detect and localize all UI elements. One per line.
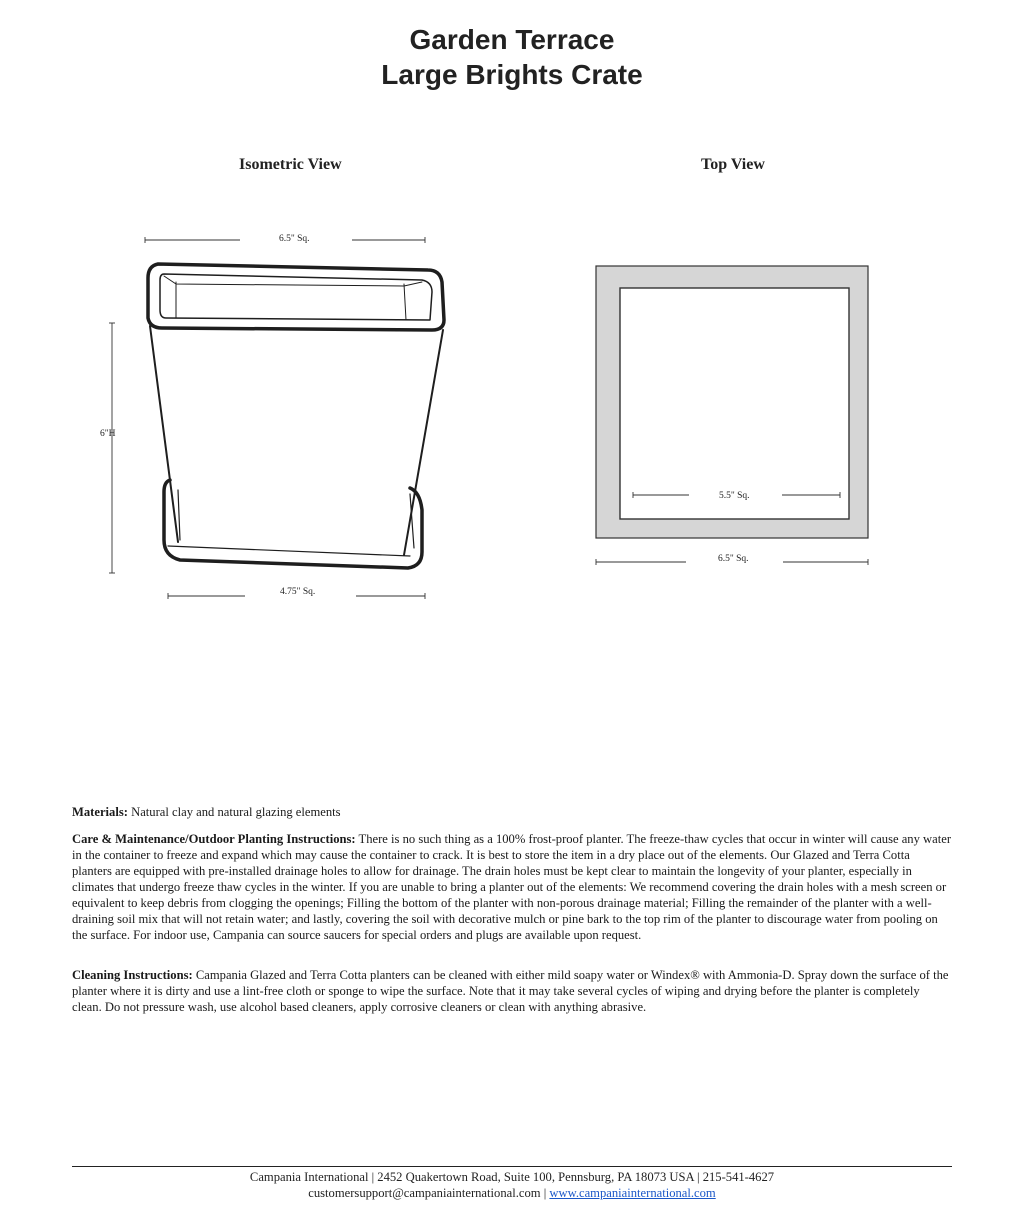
footer-website-link[interactable]: www.campaniainternational.com <box>549 1186 716 1200</box>
footer-divider <box>72 1166 952 1167</box>
title-line-1: Garden Terrace <box>409 24 615 55</box>
top-inner-dimension-label: 5.5" Sq. <box>719 491 750 501</box>
iso-top-dimension-label: 6.5" Sq. <box>279 234 310 244</box>
top-outer-dimension-label: 6.5" Sq. <box>718 554 749 564</box>
iso-base-dimension-label: 4.75" Sq. <box>280 587 316 597</box>
isometric-view-label: Isometric View <box>239 156 342 173</box>
footer-email: customersupport@campaniainternational.com <box>308 1186 541 1200</box>
care-text: There is no such thing as a 100% frost-proof planter. The freeze-thaw cycles that occur in winter will cause any water in the container to freeze and expand which may cause the container to crack. It is best to store the item in a dry place out of the elements. Our Glazed and Terra Cotta planters are equipped with pre-installed drainage holes to allow for drainage. The drain holes must be kept clear to maintain the longevity of your planter, especially in climates that undergo freeze thaw cycles in the winter. If you are unable to bring a planter out of the elements: We recommend covering the drain holes with a mesh screen or equivalent to keep debris from clogging the openings; Filling the bottom of the planter with non-porous drainage material; Filling the remainder of the planter with a well-draining soil mix that will not retain water; and lastly, covering the soil with decorative mulch or pine bark to the top rim of the planter to discourage water from pooling on the surface. For indoor use, Campania can source saucers for special orders and plugs are available upon request. <box>72 832 952 942</box>
care-heading: Care & Maintenance/Outdoor Planting Instructions: <box>72 832 356 846</box>
cleaning-text: Campania Glazed and Terra Cotta planters can be cleaned with either mild soapy water or Windex® with Ammonia-D. Spray down the surface of the planter where it is dirty and use a lint-free cloth or sponge to wipe the surface. Note that it may take several cycles of wiping and drying before the planter is completely clean. Do not pressure wash, use alcohol based cleaners, apply corrosive cleaners or clean with anything abrasive. <box>72 968 949 1014</box>
footer-separator: | <box>543 1186 547 1200</box>
care-section <box>72 831 952 943</box>
cleaning-section <box>72 967 952 1015</box>
footer-address: Campania International | 2452 Quakertown Road, Suite 100, Pennsburg, PA 18073 USA | 215-541-4627 <box>249 1170 775 1184</box>
footer-contact <box>0 1185 1024 1202</box>
materials-text: Natural clay and natural glazing elements <box>131 805 341 819</box>
materials-heading: Materials: <box>72 805 128 819</box>
cleaning-heading: Cleaning Instructions: <box>72 968 193 982</box>
iso-height-dimension-line <box>109 323 115 573</box>
materials-section <box>72 804 952 820</box>
iso-height-dimension-label: 6"H <box>100 429 116 439</box>
title-line-2: Large Brights Crate <box>381 59 643 90</box>
top-view-label: Top View <box>701 156 765 173</box>
isometric-planter-drawing <box>148 264 444 568</box>
